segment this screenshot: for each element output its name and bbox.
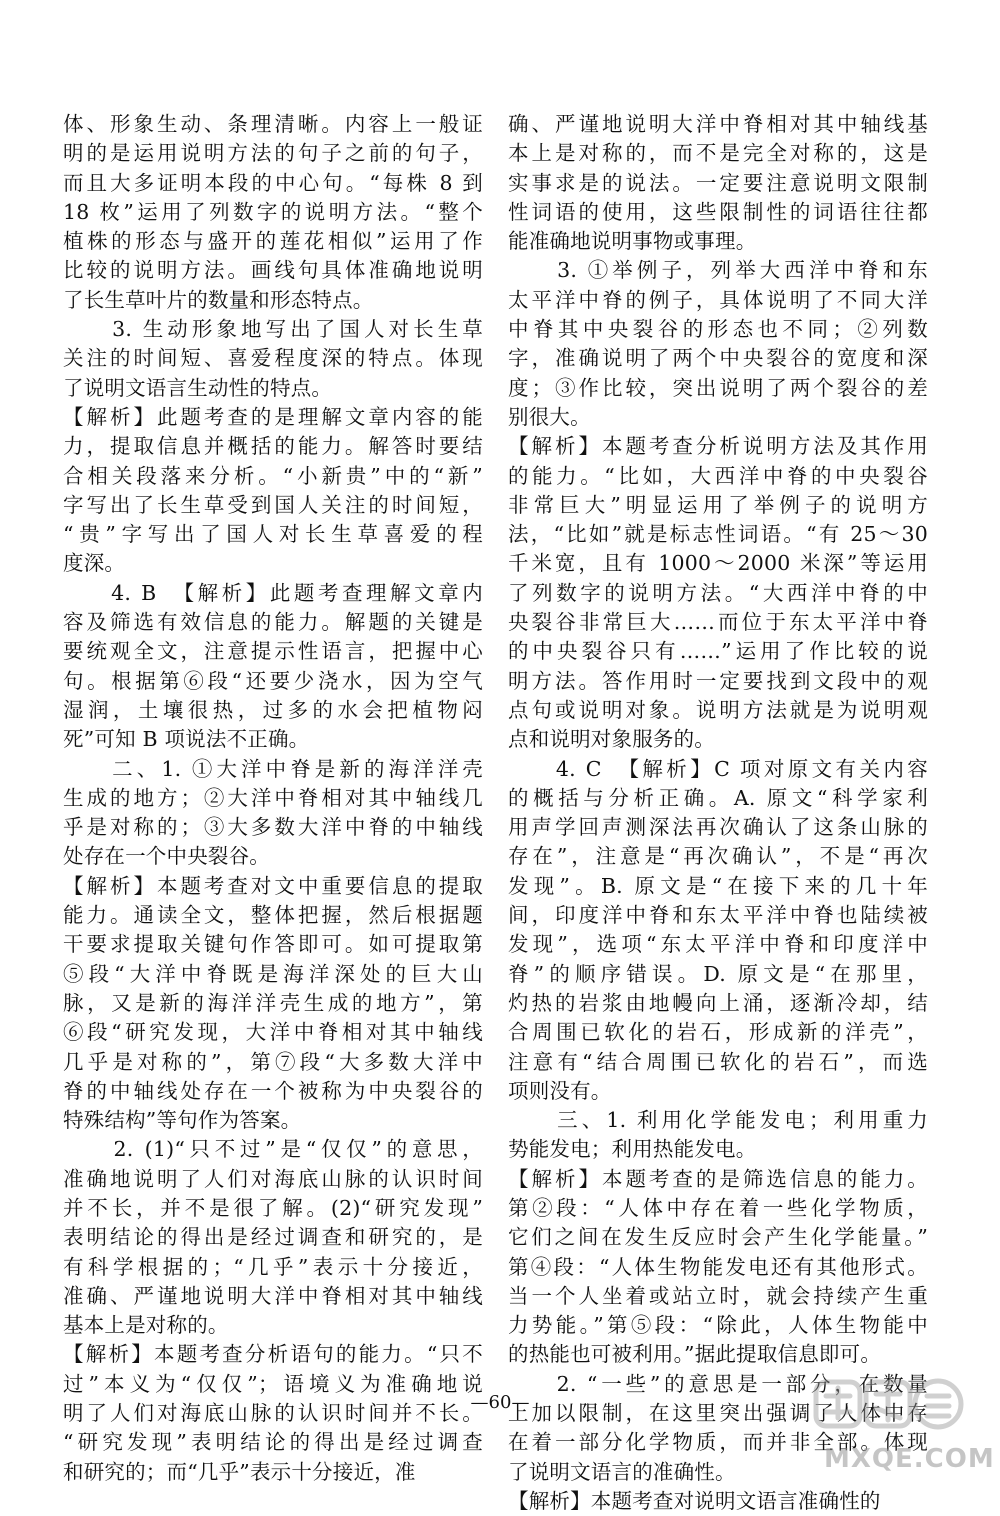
text-line: 植株的形态与盛开的莲花相似”运用了作 — [63, 229, 483, 254]
paragraph — [508, 1487, 928, 1516]
text-line: 【解析】本题考查分析语句的能力。“只不 — [63, 1342, 483, 1367]
text-line: 2. “一些”的意思是一部分，在数量 — [508, 1371, 928, 1396]
paragraph — [63, 755, 483, 872]
text-line: 千米宽，且有 1000～2000 米深”等运用 — [508, 551, 928, 576]
text-line: 上加以限制，在这里突出强调了人体中存 — [508, 1401, 928, 1426]
text-line: 用声学回声测深法再次确认了这条山脉的 — [508, 815, 928, 840]
text-line: 字，准确说明了两个中央裂谷的宽度和深 — [508, 346, 928, 371]
text-line: 发现”。B. 原文是“在接下来的几十年 — [508, 873, 928, 898]
text-line: 势能发电；利用热能发电。 — [508, 1137, 757, 1162]
text-line: 有科学根据的；“几乎”表示十分接近， — [63, 1254, 483, 1279]
text-line: 【解析】此题考查的是理解文章内容的能 — [63, 404, 483, 429]
text-line: 的热能也可被利用。”据此提取信息即可。 — [508, 1342, 882, 1367]
text-line: 4. B 【解析】此题考查理解文章内 — [63, 580, 483, 605]
text-line: 干要求提取关键句作答即可。如可提取第 — [63, 932, 483, 957]
text-line: 过”本义为“仅仅”；语境义为准确地说 — [63, 1371, 483, 1396]
text-line: 而且大多证明本段的中心句。“每株 8 到 — [63, 170, 483, 195]
text-line: 的概括与分析正确。A. 原文“科学家利 — [508, 785, 928, 810]
text-line: 能准确地说明事物或事理。 — [508, 229, 757, 254]
text-line: 点和说明对象服务的。 — [508, 727, 715, 752]
text-line: 它们之间在发生反应时会产生化学能量。” — [508, 1225, 928, 1250]
text-line: 别很大。 — [508, 404, 591, 429]
text-line: “贵”字写出了国人对长生草喜爱的程 — [63, 522, 483, 547]
text-line: 注意有“结合周围已软化的岩石”，而选 — [508, 1049, 928, 1074]
paragraph — [508, 1165, 928, 1370]
paragraph — [63, 1340, 483, 1486]
text-line: 的能力。“比如，大西洋中脊的中央裂谷 — [508, 463, 928, 488]
watermark-text: MXQE.COM — [824, 1444, 995, 1474]
text-line: 乎是对称的；③大多数大洋中脊的中轴线 — [63, 815, 483, 840]
paragraph — [508, 256, 928, 432]
text-line: 明的是运用说明方法的句子之前的句子， — [63, 141, 483, 166]
text-line: ⑥段“研究发现，大洋中脊相对其中轴线 — [63, 1020, 483, 1045]
text-line: 第④段：“人体生物能发电还有其他形式。 — [508, 1254, 928, 1279]
text-line: 处存在一个中央裂谷。 — [63, 844, 270, 869]
text-line: 第②段：“人体中存在着一些化学物质， — [508, 1195, 928, 1220]
paragraph — [508, 1106, 928, 1165]
text-line: 明方法。答作用时一定要找到文段中的观 — [508, 668, 928, 693]
text-line: 比较的说明方法。画线句具体准确地说明 — [63, 258, 483, 283]
text-line: 性词语的使用，这些限制性的词语往往都 — [508, 199, 928, 224]
text-line: 央裂谷非常巨大……而位于东太平洋中脊 — [508, 610, 928, 635]
text-line: 要统观全文，注意提示性语言，把握中心 — [63, 639, 483, 664]
paragraph — [508, 755, 928, 1107]
text-line: 18 枚”运用了列数字的说明方法。“整个 — [63, 199, 483, 224]
text-line: 4. C 【解析】C 项对原文有关内容 — [508, 756, 928, 781]
text-line: 【解析】本题考查对文中重要信息的提取 — [63, 873, 483, 898]
text-line: 2. (1)“只不过”是“仅仅”的意思， — [63, 1137, 483, 1162]
text-line: 太平洋中脊的例子，具体说明了不同大洋 — [508, 287, 928, 312]
text-line: 合相关段落来分析。“小新贵”中的“新” — [63, 463, 483, 488]
text-line: 项则没有。 — [508, 1078, 612, 1103]
text-line: 实事求是的说法。一定要注意说明文限制 — [508, 170, 928, 195]
text-line: 了列数字的说明方法。“大西洋中脊的中 — [508, 580, 928, 605]
text-line: 了说明文语言生动性的特点。 — [63, 375, 333, 400]
text-line: 二、1. ①大洋中脊是新的海洋洋壳 — [63, 756, 483, 781]
text-line: 灼热的岩浆由地幔向上涌，逐渐冷却，结 — [508, 990, 928, 1015]
text-line: 并不长，并不是很了解。(2)“研究发现” — [63, 1195, 483, 1220]
text-line: 和研究的；而“几乎”表示十分接近，准 — [63, 1459, 416, 1484]
text-line: 3. ①举例子，列举大西洋中脊和东 — [508, 258, 928, 283]
text-line: 的中央裂谷只有……”运用了作比较的说 — [508, 639, 928, 664]
text-line: 【解析】本题考查对说明文语言准确性的 — [508, 1488, 881, 1513]
paragraph — [63, 315, 483, 403]
paragraph — [63, 579, 483, 755]
text-line: 湿润，土壤很热，过多的水会把植物闷 — [63, 697, 483, 722]
text-line: 3. 生动形象地写出了国人对长生草 — [63, 317, 483, 342]
text-line: 非常巨大”明显运用了举例子的说明方 — [508, 492, 928, 517]
text-line: 存在”，注意是“再次确认”，不是“再次 — [508, 844, 928, 869]
text-line: 关注的时间短、喜爱程度深的特点。体现 — [63, 346, 483, 371]
text-line: 当一个人坐着或站立时，就会持续产生重 — [508, 1283, 928, 1308]
right-column — [508, 110, 928, 1516]
paragraph — [63, 1135, 483, 1340]
text-line: 几乎是对称的”，第⑦段“大多数大洋中 — [63, 1049, 483, 1074]
text-line: 准确、严谨地说明大洋中脊相对其中轴线 — [63, 1283, 483, 1308]
text-line: 三、1. 利用化学能发电；利用重力 — [508, 1108, 928, 1133]
text-line: 本上是对称的，而不是完全对称的，这是 — [508, 141, 928, 166]
text-line: 【解析】本题考查的是筛选信息的能力。 — [508, 1166, 928, 1191]
text-line: 特殊结构”等句作为答案。 — [63, 1108, 302, 1133]
text-line: 了长生草叶片的数量和形态特点。 — [63, 287, 374, 312]
text-line: 能力。通读全文，整体把握，然后根据题 — [63, 903, 483, 928]
text-line: 生成的地方；②大洋中脊相对其中轴线几 — [63, 785, 483, 810]
text-line: 间，印度洋中脊和东太平洋中脊也陆续被 — [508, 903, 928, 928]
text-line: 容及筛选有效信息的能力。解题的关键是 — [63, 610, 483, 635]
text-line: 确、严谨地说明大洋中脊相对其中轴线基 — [508, 112, 928, 136]
text-line: 力势能。”第⑤段：“除此，人体生物能中 — [508, 1313, 928, 1338]
text-line: 脉，又是新的海洋洋壳生成的地方”，第 — [63, 990, 483, 1015]
paragraph — [508, 110, 928, 256]
paragraph — [508, 1370, 928, 1487]
text-line: 基本上是对称的。 — [63, 1313, 229, 1338]
text-line: 发现”，选项“东太平洋中脊和印度洋中 — [508, 932, 928, 957]
left-column — [63, 110, 483, 1487]
page-number: —60— — [470, 1392, 530, 1413]
paragraph — [63, 403, 483, 579]
paragraph — [63, 110, 483, 315]
text-line: 表明结论的得出是经过调查和研究的，是 — [63, 1225, 483, 1250]
text-line: 脊”的顺序错误。D. 原文是“在那里， — [508, 961, 928, 986]
text-line: 准确地说明了人们对海底山脉的认识时间 — [63, 1166, 483, 1191]
text-line: 点句或说明对象。说明方法就是为说明观 — [508, 697, 928, 722]
text-line: 【解析】本题考查分析说明方法及其作用 — [508, 434, 928, 459]
text-line: 在着一部分化学物质，而并非全部。体现 — [508, 1430, 928, 1455]
paragraph — [508, 432, 928, 754]
text-line: ⑤段“大洋中脊既是海洋深处的巨大山 — [63, 961, 483, 986]
text-line: 死”可知 B 项说法不正确。 — [63, 727, 310, 752]
text-line: 明了人们对海底山脉的认识时间并不长。 — [63, 1401, 483, 1426]
text-line: 度；③作比较，突出说明了两个裂谷的差 — [508, 375, 928, 400]
text-line: 体、形象生动、条理清晰。内容上一般证 — [63, 112, 483, 136]
text-line: 字写出了长生草受到国人关注的时间短， — [63, 492, 483, 517]
paragraph — [63, 872, 483, 1136]
text-line: “研究发现”表明结论的得出是经过调查 — [63, 1430, 483, 1455]
text-line: 度深。 — [63, 551, 126, 576]
text-line: 中脊其中央裂谷的形态也不同；②列数 — [508, 317, 928, 342]
text-line: 脊的中轴线处存在一个被称为中央裂谷的 — [63, 1078, 483, 1103]
text-line: 法，“比如”就是标志性词语。“有 25～30 — [508, 522, 928, 547]
text-line: 力，提取信息并概括的能力。解答时要结 — [63, 434, 483, 459]
text-line: 句。根据第⑥段“还要少浇水，因为空气 — [63, 668, 483, 693]
text-line: 了说明文语言的准确性。 — [508, 1459, 736, 1484]
text-line: 合周围已软化的岩石，形成新的洋壳”， — [508, 1020, 928, 1045]
